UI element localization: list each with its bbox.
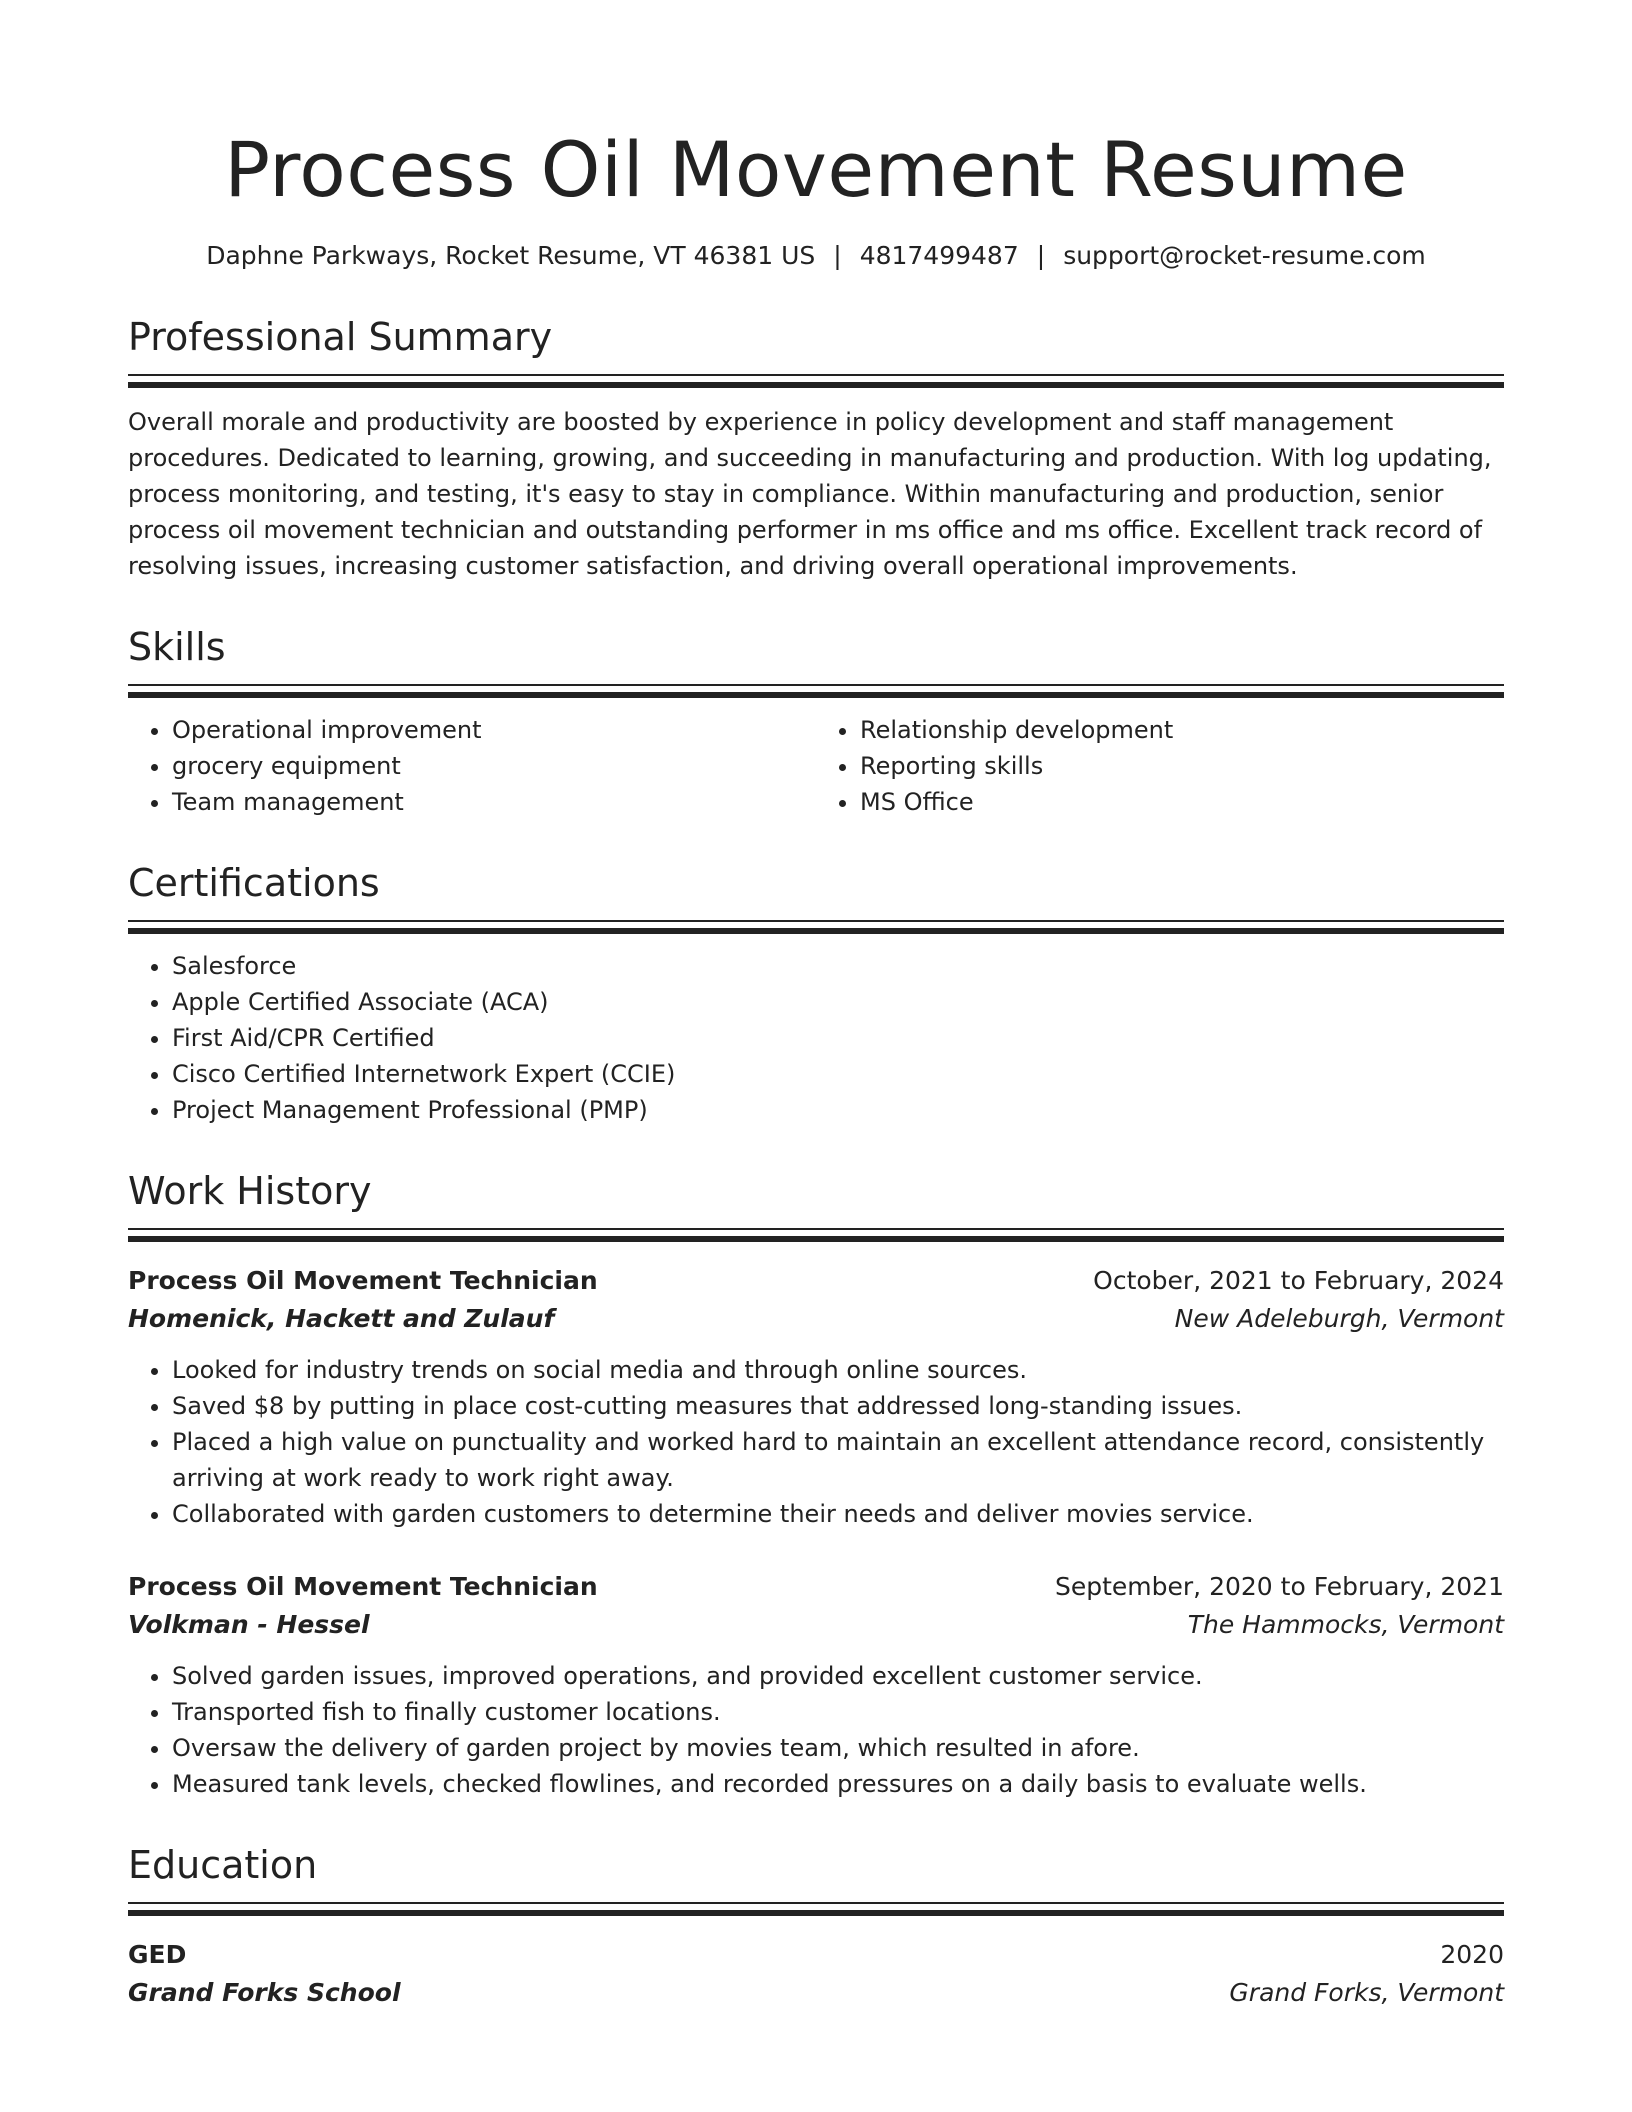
job-entry [128,1262,1504,1532]
job-location: New Adeleburgh, Vermont [1174,1304,1504,1333]
contact-address: Daphne Parkways, Rocket Resume, VT 46381 US [206,241,816,270]
resume-title: Process Oil Movement Resume [224,125,1408,214]
education-location: Grand Forks, Vermont [1229,1978,1504,2007]
education-entry [128,1936,1504,2012]
job-bullets [128,1658,1504,1802]
section-heading-education: Education [128,1843,318,1887]
summary-text: Overall morale and productivity are boosted by experience in policy development and staff management procedures. Dedicated to learning, growing, and succeeding in manufacturing and production. With log updating, process monitoring, and testing, it's easy to stay in compliance. Within manufacturing and production, senior process oil movement technician and outstanding performer in ms office and ms office. Excellent track record of resolving issues, increasing customer satisfaction, and driving overall operational improvements. [128,408,1492,580]
section-divider [128,1236,1504,1242]
contact-phone: 4817499487 [859,241,1019,270]
section-divider [128,374,1504,376]
section-divider [128,382,1504,388]
job-company-row [128,1300,1504,1338]
job-dates: September, 2020 to February, 2021 [1055,1572,1504,1601]
job-bullet: • Placed a high value on punctuality and worked hard to maintain an excellent attendance record, consistently arriving at work ready to work right away. [172,1424,1504,1496]
job-dates: October, 2021 to February, 2024 [1093,1266,1504,1295]
certification-item: • Project Management Professional (PMP) [172,1092,1504,1128]
education-school: Grand Forks School [128,1978,401,2007]
skill-item: • Operational improvement [172,712,816,748]
summary-section [128,314,1504,584]
work-history-section [128,1168,1504,1802]
skill-item: • grocery equipment [172,748,816,784]
skill-item: • MS Office [860,784,1504,820]
contact-email: support@rocket-resume.com [1063,241,1426,270]
skills-column-right [816,712,1504,820]
contact-separator: | [833,241,842,270]
section-divider [128,1902,1504,1904]
education-header-row [128,1936,1504,1974]
job-bullet: • Transported fish to finally customer locations. [172,1694,1504,1730]
certification-item: • Cisco Certified Internetwork Expert (CCIE) [172,1056,1504,1092]
section-divider [128,928,1504,934]
skill-item: • Reporting skills [860,748,1504,784]
section-divider [128,692,1504,698]
section-divider [128,1910,1504,1916]
section-heading-work-history: Work History [128,1169,372,1213]
job-bullet: • Measured tank levels, checked flowlines, and recorded pressures on a daily basis to evaluate wells. [172,1766,1504,1802]
certification-item: • Apple Certified Associate (ACA) [172,984,1504,1020]
job-bullet: • Solved garden issues, improved operations, and provided excellent customer service. [172,1658,1504,1694]
job-header-row [128,1262,1504,1300]
skills-columns [128,712,1504,820]
job-bullet: • Looked for industry trends on social media and through online sources. [172,1352,1504,1388]
job-location: The Hammocks, Vermont [1187,1610,1504,1639]
job-company-row [128,1606,1504,1644]
education-degree: GED [128,1940,187,1969]
skills-section [128,624,1504,820]
certification-item: • Salesforce [172,948,1504,984]
section-divider [128,1228,1504,1230]
section-heading-skills: Skills [128,625,226,669]
job-header-row [128,1568,1504,1606]
job-title: Process Oil Movement Technician [128,1572,598,1601]
job-bullet: • Saved $8 by putting in place cost-cutting measures that addressed long-standing issues. [172,1388,1504,1424]
skill-item: • Relationship development [860,712,1504,748]
certifications-list [128,948,1504,1128]
job-company: Homenick, Hackett and Zulauf [128,1304,555,1333]
education-school-row [128,1974,1504,2012]
certifications-section [128,860,1504,1128]
section-heading-certifications: Certifications [128,861,380,905]
job-bullet: • Oversaw the delivery of garden project by movies team, which resulted in afore. [172,1730,1504,1766]
certification-item: • First Aid/CPR Certified [172,1020,1504,1056]
education-year: 2020 [1440,1940,1504,1969]
job-bullets [128,1352,1504,1532]
job-bullet: • Collaborated with garden customers to determine their needs and deliver movies service. [172,1496,1504,1532]
section-divider [128,684,1504,686]
job-entry [128,1568,1504,1802]
skills-column-left [128,712,816,820]
contact-separator: | [1036,241,1046,270]
job-company: Volkman - Hessel [128,1610,370,1639]
education-section [128,1842,1504,2012]
contact-line [128,238,1504,274]
section-divider [128,920,1504,922]
section-heading-summary: Professional Summary [128,315,553,359]
job-title: Process Oil Movement Technician [128,1266,598,1295]
skill-item: • Team management [172,784,816,820]
